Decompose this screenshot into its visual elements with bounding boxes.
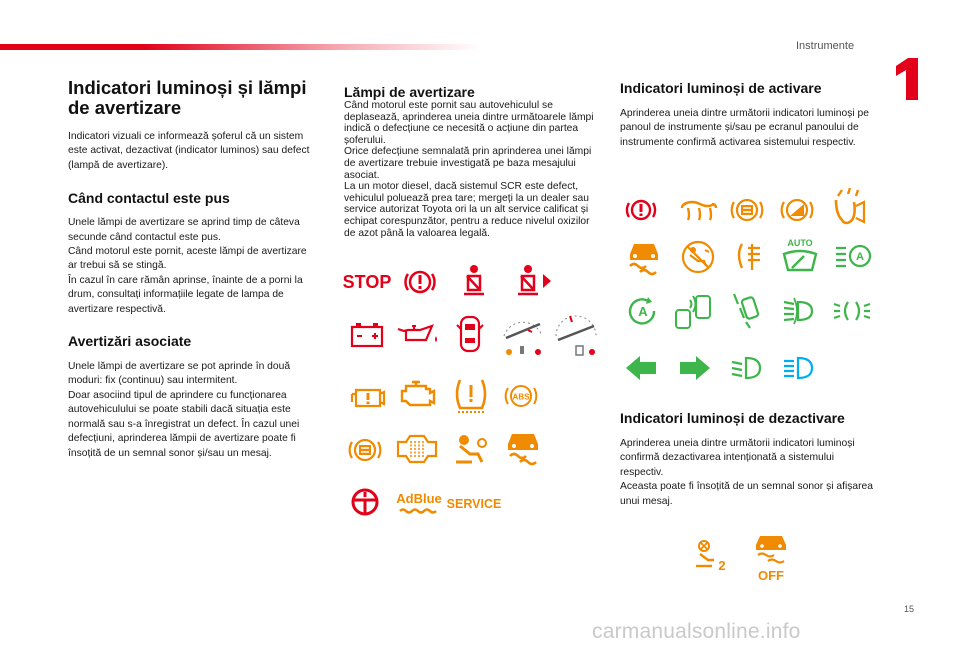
left-column (68, 78, 316, 461)
page-number: 15 (904, 604, 915, 614)
lane-assist-icon (730, 292, 762, 330)
adblue-warning-icon (394, 488, 444, 518)
svg-text:2: 2 (718, 558, 726, 573)
watermark: carmanualsonline.info (592, 620, 801, 643)
oil-pressure-warning-icon (396, 322, 440, 346)
temperature-gauge-icon (500, 312, 546, 358)
right-column (620, 80, 875, 150)
stop-warning-icon (342, 268, 392, 294)
esc-active-icon (626, 240, 662, 276)
chapter-number (894, 58, 918, 100)
parking-sensors-icon (672, 290, 718, 330)
svg-text:SERVICE: SERVICE (446, 497, 502, 511)
svg-text:OFF: OFF (758, 568, 784, 583)
service-warning-icon (446, 490, 502, 516)
svg-text:AUTO: AUTO (787, 238, 813, 248)
auto-wipers-icon (780, 236, 820, 276)
sidelights-icon (832, 298, 872, 324)
header-accent-bar (0, 44, 480, 50)
general-warning-icon (404, 266, 436, 298)
right-turn-indicator-icon (678, 354, 712, 382)
stop-start-icon (626, 296, 660, 326)
svg-text:STOP: STOP (342, 272, 392, 292)
main-beam-icon (782, 354, 816, 382)
deactivation-indicators-heading: Indicatori luminoși de dezactivare (620, 410, 845, 426)
middle-column (344, 84, 602, 239)
particle-filter-warning-icon (396, 432, 438, 466)
brake-system-warning-icon (348, 434, 382, 466)
esc-off-icon (752, 534, 790, 582)
glow-plug-icon (680, 198, 718, 224)
deactivation-indicators-text: Aprinderea uneia dintre următorii indicatori luminoși confirmă dezactivarea intenționată a sistemului respectiv. Aceasta poate fi însoțită de un semnal sonor și afișarea unui mesaj. (620, 438, 873, 507)
door-open-warning-icon (456, 314, 484, 354)
associated-warnings-text: Unele lămpi de avertizare se pot aprinde în două moduri: fix (continuu) sau intermitent. Doar asociind tipul de aprindere cu funcționarea autovehiculului se poate stabili dacă situația este normală sau s-a înregistrat un defect. În cazul unei defecțiuni, aprinderea lămpii de avertizare poate fi însoțită de un semnal sonor și/sau un mesaj. (68, 361, 300, 459)
svg-text:AdBlue: AdBlue (396, 491, 442, 506)
svg-text:A: A (856, 251, 864, 263)
activation-indicators-text: Aprinderea uneia dintre următorii indicatori luminoși pe panoul de instrumente și/sau pe ecranul panoului de instrumente confirmă activarea sistemului respectiv. (620, 108, 869, 148)
engine-check-icon (398, 380, 438, 410)
ignition-heading: Când contactul este pus (68, 190, 230, 207)
stability-control-warning-icon (504, 430, 542, 466)
left-turn-indicator-icon (624, 354, 658, 382)
intro-text: Indicatori vizuali ce informează șoferul că un sistem este activat, dezactivat (indicator luminos) sau defect (lampă de avertizare). (68, 131, 310, 171)
engine-fault-warning-icon (350, 382, 386, 410)
airbag-off-icon (678, 238, 718, 276)
svg-text:ABS: ABS (512, 392, 530, 402)
associated-warnings-heading: Avertizări asociate (68, 333, 192, 350)
airbag-warning-icon (452, 432, 490, 466)
fuel-gauge-icon (552, 312, 600, 358)
warning-lamps-text: Când motorul este pornit sau autovehiculul se deplasează, aprinderea uneia dintre următoarele lămpi indică o defecțiune ce necesită o acțiune din partea șoferului. Orice defecțiune semnalată prin aprinderea unei lămpi de avertizare trebuie investigată pe baza mesajului asociat. La un motor diesel, dacă sistemul SCR este defect, vehiculul poluează prea tare; mergeți la un dealer sau service autorizat Toyota ori la un alt service calificat și echipat corespunzător, pentru a reduce nivelul oxizilor de azot până la valoarea legală. (344, 100, 594, 239)
brake-foot-icon (830, 188, 868, 228)
passenger-seatbelt-warning-icon (510, 264, 552, 298)
page-title: Indicatori luminoși și lămpi de avertizare (68, 77, 307, 118)
front-fog-lamp-icon (782, 296, 816, 326)
ignition-text: Unele lămpi de avertizare se aprind timp de câteva secunde când contactul este pus. Când motorul este pornit, aceste lămpi de avertizare ar trebui să se stingă. În cazul în care rămân aprinse, înainte de a porni la drum, consultați informațiile legate de lampa de avertizare respectivă. (68, 217, 307, 315)
hill-start-assist-icon (780, 194, 814, 226)
svg-text:A: A (638, 304, 648, 319)
battery-warning-icon (350, 322, 384, 348)
fuel-water-icon (734, 240, 764, 274)
seatbelt-warning-icon (458, 264, 488, 298)
auto-headlamp-icon (834, 242, 872, 270)
warning-lamps-heading: Lămpi de avertizare (344, 84, 475, 100)
power-steering-warning-icon (348, 486, 382, 518)
section-title: Instrumente (796, 40, 855, 52)
abs-warning-icon (504, 380, 538, 412)
parking-brake-icon (730, 194, 764, 226)
warning-indicator-icon (624, 196, 658, 224)
tyre-pressure-warning-icon (452, 376, 490, 414)
activation-indicators-heading: Indicatori luminoși de activare (620, 80, 822, 96)
dipped-beam-icon (730, 354, 764, 382)
deactivation-section (620, 410, 875, 509)
airbag-deactivated-icon (694, 538, 730, 576)
